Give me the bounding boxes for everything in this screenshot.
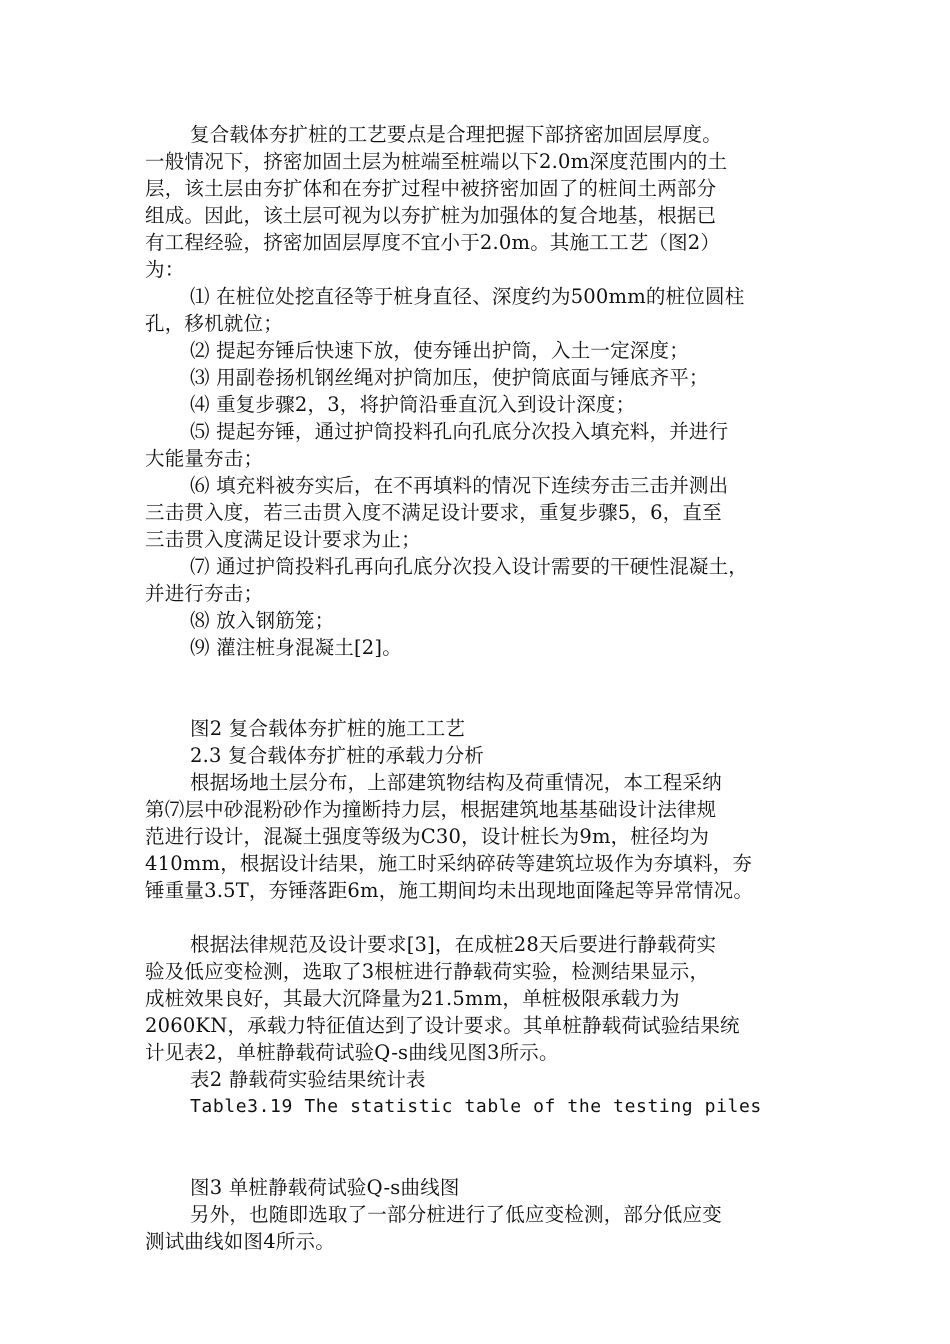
- step-line: 孔，移机就位；: [145, 312, 283, 335]
- step-line: ⑺ 通过护筒投料孔再向孔底分次投入设计需要的干硬性混凝土，: [190, 555, 748, 578]
- step-line: 并进行夯击；: [145, 582, 264, 605]
- paragraph-line: 计见表2，单桩静载荷试验Q-s曲线见图3所示。: [145, 1041, 559, 1064]
- paragraph-line: 锤重量3.5T，夯锤落距6m，施工期间均未出现地面隆起等异常情况。: [145, 879, 754, 902]
- step-line: 三击贯入度满足设计要求为止；: [145, 528, 421, 551]
- step-line: ⑵ 提起夯锤后快速下放，使夯锤出护筒，入土一定深度；: [190, 339, 689, 362]
- step-line: ⑶ 用副卷扬机钢丝绳对护筒加压，使护筒底面与锤底齐平；: [190, 366, 709, 389]
- step-line: ⑼ 灌注桩身混凝土[2]。: [190, 636, 402, 659]
- step-line: ⑻ 放入钢筋笼；: [190, 609, 335, 632]
- paragraph-line: 一般情况下，挤密加固土层为桩端至桩端以下2.0m深度范围内的土: [145, 150, 728, 173]
- step-line: ⑷ 重复步骤2，3，将护筒沿垂直沉入到设计深度；: [190, 393, 636, 416]
- table-2-caption: 表2 静载荷实验结果统计表: [190, 1068, 426, 1091]
- paragraph-line: 根据场地土层分布，上部建筑物结构及荷重情况，本工程采纳: [190, 771, 722, 794]
- paragraph-line: 验及低应变检测，选取了3根桩进行静载荷实验，检测结果显示，: [145, 960, 710, 983]
- step-line: ⑸ 提起夯锤，通过护筒投料孔向孔底分次投入填充料，并进行: [190, 420, 729, 443]
- section-heading: 2.3 复合载体夯扩桩的承载力分析: [190, 744, 485, 767]
- step-line: 三击贯入度，若三击贯入度不满足设计要求，重复步骤5，6，直至: [145, 501, 722, 524]
- paragraph-line: 为：: [145, 258, 185, 281]
- paragraph-line: 另外，也随即选取了一部分桩进行了低应变检测，部分低应变: [190, 1203, 722, 1226]
- paragraph-line: 成桩效果良好，其最大沉降量为21.5mm，单桩极限承载力为: [145, 987, 680, 1010]
- paragraph-line: 层，该土层由夯扩体和在夯扩过程中被挤密加固了的桩间土两部分: [145, 177, 717, 200]
- paragraph-line: 复合载体夯扩桩的工艺要点是合理把握下部挤密加固层厚度。: [190, 123, 722, 146]
- paragraph-line: 组成。因此，该土层可视为以夯扩桩为加强体的复合地基，根据已: [145, 204, 717, 227]
- paragraph-line: 范进行设计，混凝土强度等级为C30，设计桩长为9m，桩径均为: [145, 825, 710, 848]
- figure-3-caption: 图3 单桩静载荷试验Q-s曲线图: [190, 1176, 460, 1199]
- table-2-caption-english: Table3.19 The statistic table of the testing piles: [190, 1096, 762, 1117]
- step-line: ⑹ 填充料被夯实后，在不再填料的情况下连续夯击三击并测出: [190, 474, 729, 497]
- paragraph-line: 2060KN，承载力特征值达到了设计要求。其单桩静载荷试验结果统: [145, 1014, 740, 1037]
- step-line: 大能量夯击；: [145, 447, 264, 470]
- figure-2-caption: 图2 复合载体夯扩桩的施工工艺: [190, 717, 466, 740]
- step-line: ⑴ 在桩位处挖直径等于桩身直径、深度约为500mm的桩位圆柱: [190, 285, 745, 308]
- paragraph-line: 410mm，根据设计结果，施工时采纳碎砖等建筑垃圾作为夯填料，夯: [145, 852, 753, 875]
- paragraph-line: 测试曲线如图4所示。: [145, 1230, 335, 1253]
- paragraph-line: 第⑺层中砂混粉砂作为撞断持力层，根据建筑地基基础设计法律规: [145, 798, 717, 821]
- paragraph-line: 根据法律规范及设计要求[3]，在成桩28天后要进行静载荷实: [190, 933, 717, 956]
- paragraph-line: 有工程经验，挤密加固层厚度不宜小于2.0m。其施工工艺（图2）: [145, 231, 721, 254]
